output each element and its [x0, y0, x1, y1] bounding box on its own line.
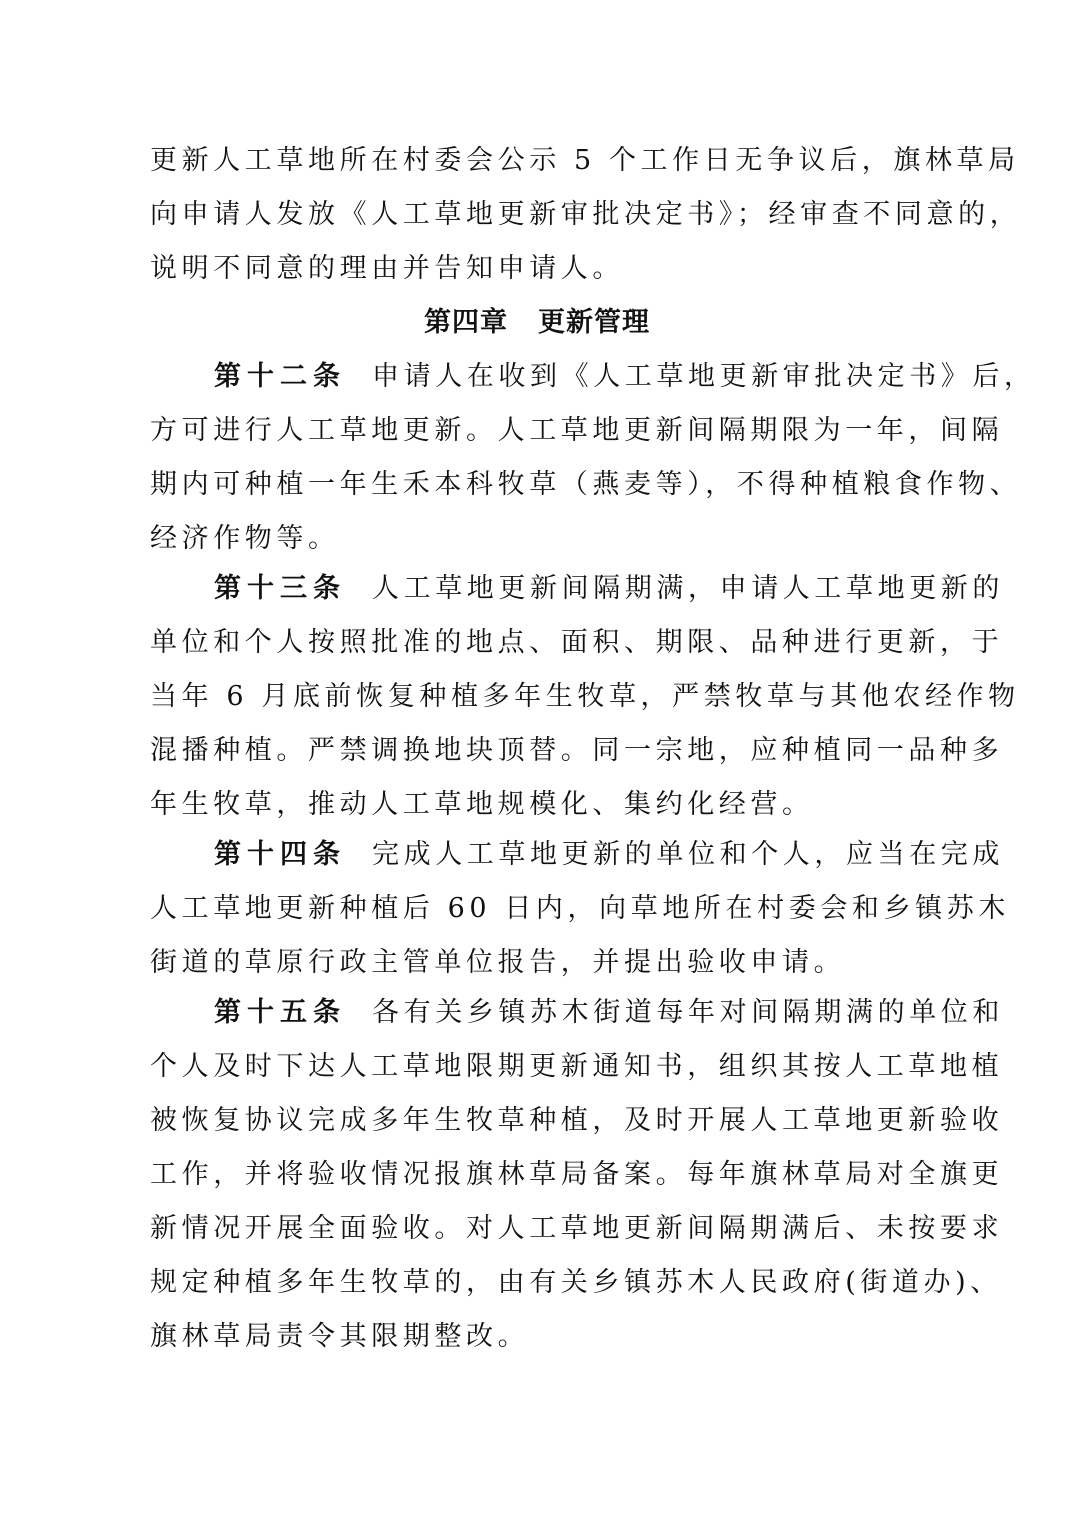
article-label: 第十三条: [214, 573, 346, 604]
text-line: 说明不同意的理由并告知申请人。: [150, 253, 624, 284]
text-line: 旗林草局责令其限期整改。: [150, 1321, 530, 1352]
text-line: 工作，并将验收情况报旗林草局备案。每年旗林草局对全旗更: [150, 1159, 1004, 1190]
article-text: 各有关乡镇苏木街道每年对间隔期满的单位和: [372, 997, 1004, 1028]
text-line: 人工草地更新种植后 60 日内，向草地所在村委会和乡镇苏木: [150, 893, 1010, 924]
chapter-heading: [0, 296, 1074, 350]
article-text: 完成人工草地更新的单位和个人，应当在完成: [372, 839, 1004, 870]
text-line: 经济作物等。: [150, 523, 340, 554]
text-line: 新情况开展全面验收。对人工草地更新间隔期满后、未按要求: [150, 1213, 1004, 1244]
article-first-line: [214, 562, 1004, 616]
text-line: 当年 6 月底前恢复种植多年生牧草，严禁牧草与其他农经作物: [150, 681, 1020, 712]
article-text: 申请人在收到《人工草地更新审批决定书》后，: [372, 361, 1036, 392]
article-first-line: [214, 986, 1004, 1040]
article-label: 第十二条: [214, 361, 346, 392]
text-line: 个人及时下达人工草地限期更新通知书，组织其按人工草地植: [150, 1051, 1004, 1082]
text-line: 被恢复协议完成多年生牧草种植，及时开展人工草地更新验收: [150, 1105, 1004, 1136]
article-label: 第十四条: [214, 839, 346, 870]
text-line: 更新人工草地所在村委会公示 5 个工作日无争议后，旗林草局: [150, 145, 1020, 176]
text-line: 规定种植多年生牧草的，由有关乡镇苏木人民政府(街道办)、: [150, 1267, 1002, 1298]
article-label: 第十五条: [214, 997, 346, 1028]
text-line: 期内可种植一年生禾本科牧草（燕麦等），不得种植粮食作物、: [150, 469, 1022, 500]
article-first-line: [214, 350, 1036, 404]
text-line: 单位和个人按照批准的地点、面积、期限、品种进行更新，于: [150, 627, 1004, 658]
chapter-number: 第四章: [424, 307, 508, 338]
article-text: 人工草地更新间隔期满，申请人工草地更新的: [372, 573, 1004, 604]
article-first-line: [214, 828, 1004, 882]
chapter-title: 更新管理: [538, 307, 650, 338]
text-line: 向申请人发放《人工草地更新审批决定书》；经审查不同意的，: [150, 199, 1022, 230]
text-line: 年生牧草，推动人工草地规模化、集约化经营。: [150, 789, 814, 820]
text-line: 方可进行人工草地更新。人工草地更新间隔期限为一年，间隔: [150, 415, 1004, 446]
text-line: 混播种植。严禁调换地块顶替。同一宗地，应种植同一品种多: [150, 735, 1004, 766]
text-line: 街道的草原行政主管单位报告，并提出验收申请。: [150, 947, 846, 978]
